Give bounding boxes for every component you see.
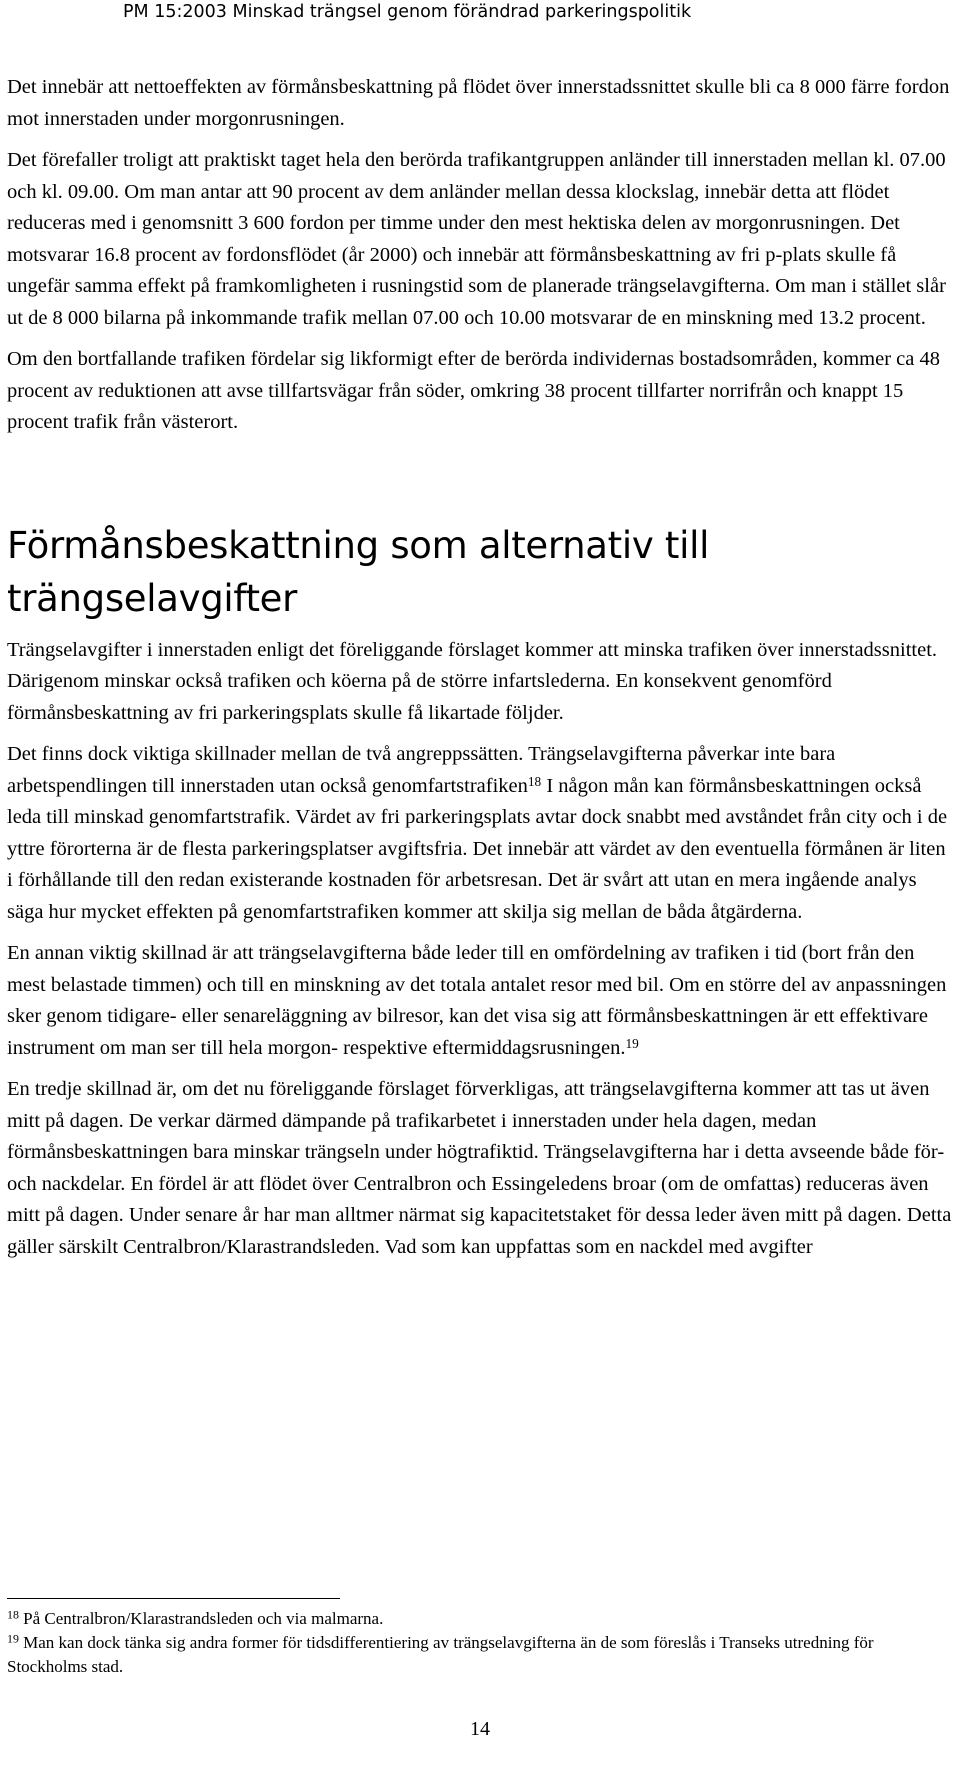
paragraph [7, 938, 952, 1064]
footnote-reference[interactable]: 19 [625, 1035, 639, 1051]
footnote-text: På Centralbron/Klarastrandsleden och via malmarna. [18, 1609, 384, 1628]
paragraph: Trängselavgifter i innerstaden enligt det föreliggande förslaget kommer att minska trafiken över innerstadssnittet. Därigenom minskar också trafiken och köerna på de större infartslederna. En konsekvent genomförd förmånsbeskattning av fri parkeringsplats skulle få likartade följder. [7, 638, 938, 724]
footnote [7, 1607, 952, 1631]
paragraph [7, 739, 952, 928]
section-heading: Förmånsbeskattning som alternativ till trängselavgifter [7, 523, 710, 620]
page-number: 14 [470, 1718, 490, 1740]
footnote-reference[interactable]: 18 [527, 773, 542, 789]
footnote-divider [7, 1598, 340, 1599]
paragraph: Det förefaller troligt att praktiskt taget hela den berörda trafikantgruppen anländer till innerstaden mellan kl. 07.00 och kl. 09.00. Om man antar att 90 procent av dem anländer mellan dessa klockslag, innebär detta att flödet reduceras med i genomsnitt 3 600 fordon per timme under den mest hektiska delen av morgonrusningen. Det motsvarar 16.8 procent av fordonsflödet (år 2000) och innebär att förmånsbeskattning av fri p-plats skulle få ungefär samma effekt på framkomligheten i rusningstid som de planerade trängselavgifterna. Om man i stället slår ut de 8 000 bilarna på inkommande trafik mellan 07.00 och 10.00 motsvarar de en minskning med 13.2 procent. [7, 149, 946, 329]
paragraph-text: Det finns dock viktiga skillnader mellan de två angreppssätten. Trängselavgifterna påverkar inte bara arbetspendlingen till innerstaden utan också genomfartstrafiken [7, 743, 836, 797]
footnotes [7, 1598, 952, 1679]
running-header: PM 15:2003 Minskad trängsel genom förändrad parkeringspolitik [123, 2, 692, 22]
paragraph: Om den bortfallande trafiken fördelar sig likformigt efter de berörda individernas bostadsområden, kommer ca 48 procent av reduktionen att avse tillfartsvägar från söder, omkring 38 procent tillfarter norrifrån och knappt 15 procent trafik från västerort. [7, 348, 941, 433]
footnote [7, 1631, 952, 1679]
paragraph-text: En annan viktig skillnad är att trängselavgifterna både leder till en omfördelning av trafiken i tid (bort från den mest belastade timmen) och till en minskning av det totala antalet resor med bil. Om en större del av anpassningen sker genom tidigare- eller senareläggning av bilresor, kan det visa sig att förmånsbeskattningen är ett effektivare instrument om man ser till hela morgon- respektive eftermiddagsrusningen. [7, 942, 947, 1059]
paragraph: Det innebär att nettoeffekten av förmånsbeskattning på flödet över innerstadssnittet skulle bli ca 8 000 färre fordon mot innerstaden under morgonrusningen. [7, 76, 950, 130]
paragraph: En tredje skillnad är, om det nu föreliggande förslaget förverkligas, att trängselavgifterna kommer att tas ut även mitt på dagen. De verkar därmed dämpande på trafikarbetet i innerstaden under hela dagen, medan förmånsbeskattningen bara minskar trängseln under högtrafiktid. Trängselavgifterna har i detta avseende både för- och nackdelar. En fördel är att flödet över Centralbron och Essingeledens broar (om de omfattas) reduceras även mitt på dagen. Under senare år har man alltmer närmat sig kapacitetstaket för dessa leder även mitt på dagen. Detta gäller särskilt Centralbron/Klarastrandsleden. Vad som kan uppfattas som en nackdel med avgifter [7, 1078, 952, 1258]
body-text [7, 72, 952, 1263]
paragraph-text: I någon mån kan förmånsbeskattningen också leda till minskad genomfartstrafik. Värdet av fri parkeringsplats avtar dock snabbt med avståndet från city och i de yttre förorterna är de flesta parkeringsplatser avgiftsfria. Det innebär att värdet av den eventuella förmånen är liten i förhållande till den redan existerande kostnaden för arbetsresan. Det är svårt att utan en mera ingående analys säga hur mycket effekten på genomfartstrafiken kommer att skilja sig mellan de båda åtgärderna. [7, 774, 948, 923]
footnote-number: 19 [7, 1631, 19, 1646]
footnote-number: 18 [7, 1607, 19, 1622]
footnote-text: Man kan dock tänka sig andra former för tidsdifferentiering av trängselavgifterna än de som föreslås i Transeks utredning för Stockholms stad. [7, 1633, 874, 1676]
